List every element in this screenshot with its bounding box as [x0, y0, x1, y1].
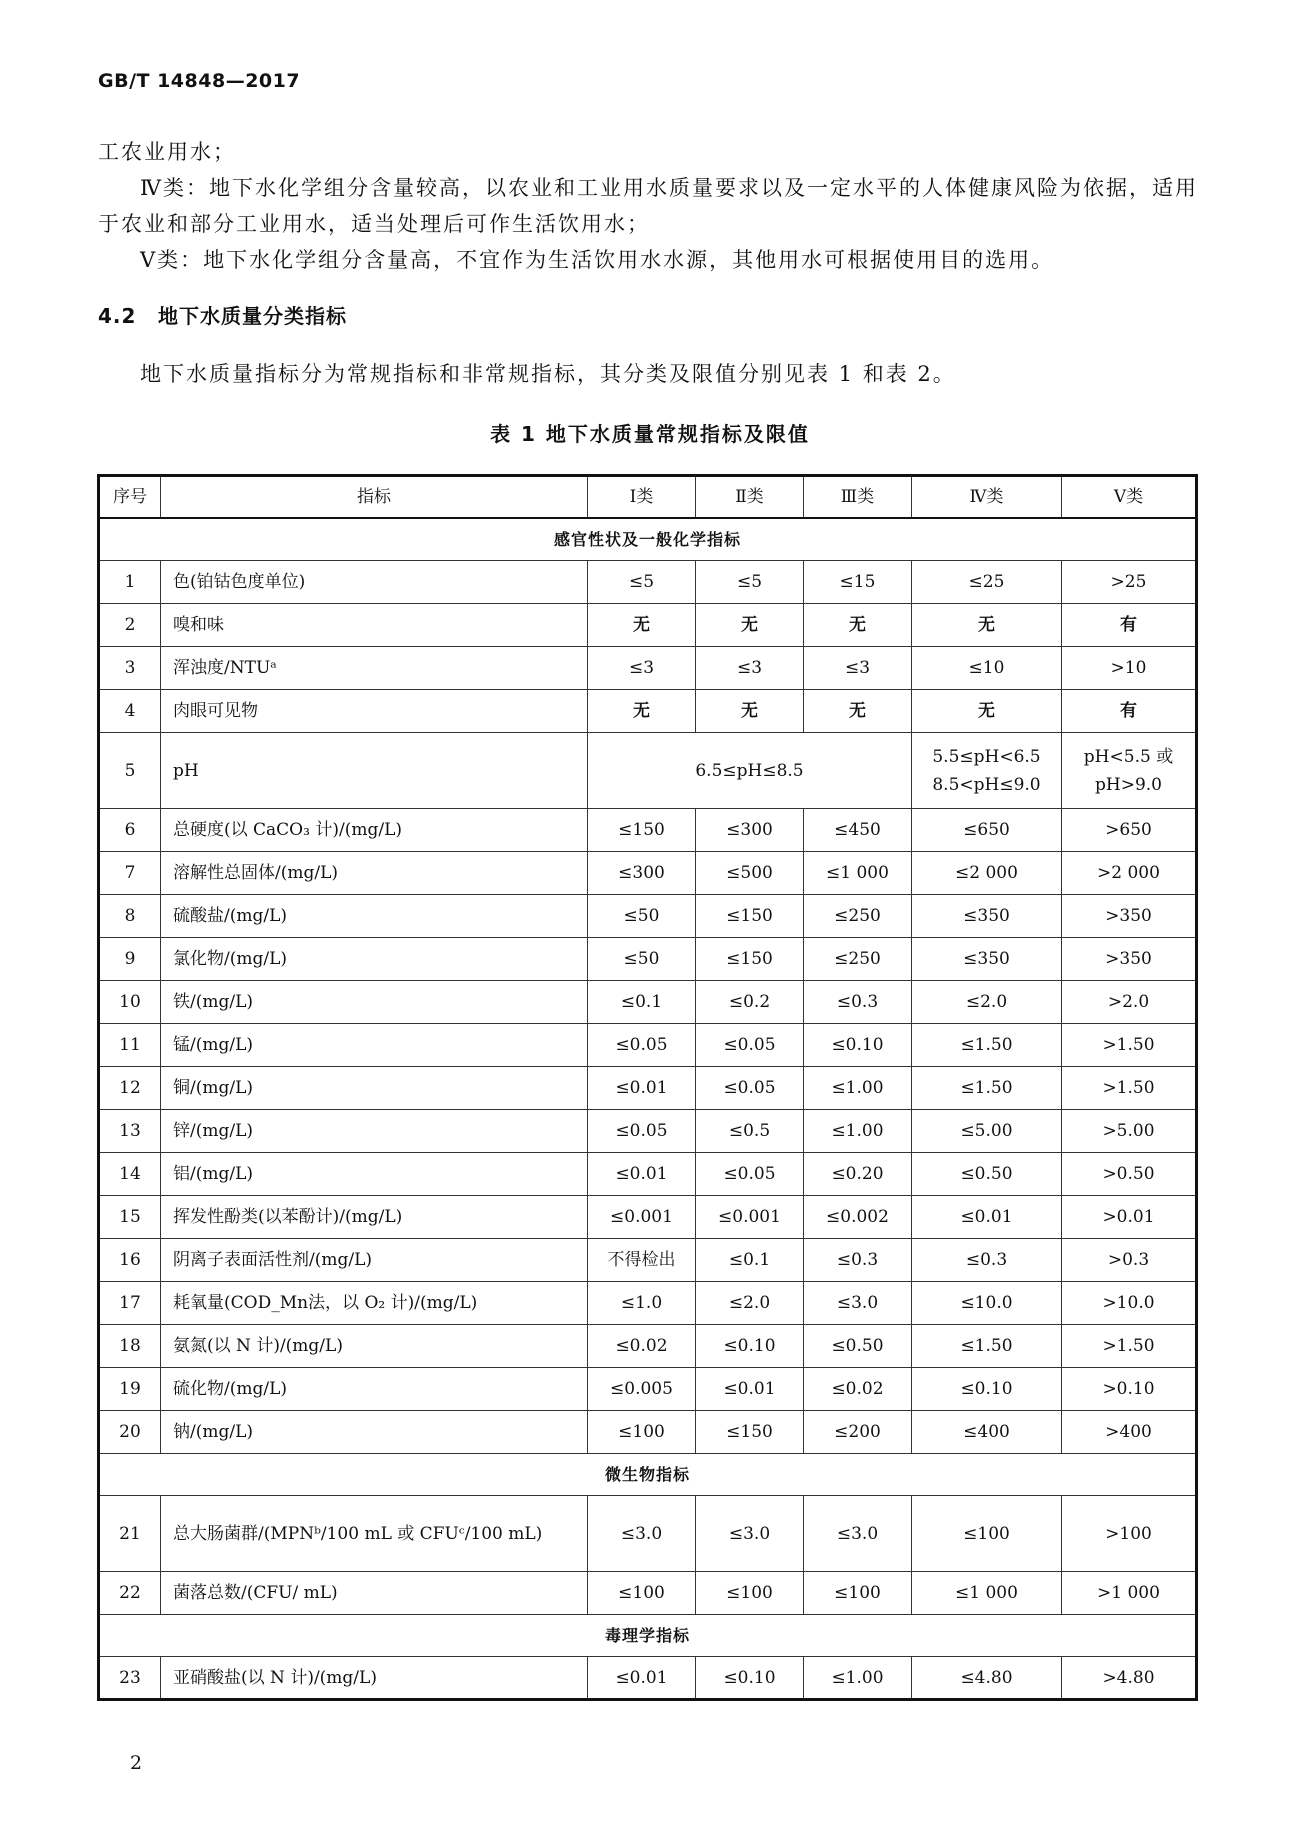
row-limit-cell: ≤5.00 — [912, 1110, 1062, 1153]
row-seq-cell: 9 — [99, 938, 161, 981]
row-limit-cell: ≤2.0 — [912, 981, 1062, 1024]
row-indicator-cell: 耗氧量(COD_Mn法，以 O₂ 计)/(mg/L) — [161, 1282, 588, 1325]
row-seq-cell: 6 — [99, 809, 161, 852]
row-limit-cell: >400 — [1062, 1411, 1197, 1454]
water-quality-table — [97, 474, 1198, 1701]
row-limit-cell: >1 000 — [1062, 1572, 1197, 1615]
table-row — [99, 1067, 1197, 1110]
row-limit-cell: 无 — [804, 690, 912, 733]
row-seq-cell: 11 — [99, 1024, 161, 1067]
row-limit-cell: 无 — [804, 604, 912, 647]
row-limit-cell: ≤2.0 — [696, 1282, 804, 1325]
row-limit-cell: >0.3 — [1062, 1239, 1197, 1282]
table-row — [99, 1196, 1197, 1239]
table-row — [99, 895, 1197, 938]
row-limit-cell: ≤150 — [588, 809, 696, 852]
row-limit-cell: ≤0.3 — [804, 981, 912, 1024]
row-seq-cell: 3 — [99, 647, 161, 690]
row-limit-cell: ≤50 — [588, 895, 696, 938]
row-limit-cell: ≤3.0 — [804, 1282, 912, 1325]
row-indicator-cell: 钠/(mg/L) — [161, 1411, 588, 1454]
row-limit-cell: ≤650 — [912, 809, 1062, 852]
table-section-row — [99, 1615, 1197, 1657]
section-heading — [98, 300, 347, 329]
row-limit-cell: ≤100 — [588, 1411, 696, 1454]
row-seq-cell: 15 — [99, 1196, 161, 1239]
row-seq-cell: 19 — [99, 1368, 161, 1411]
section-title-cell: 感官性状及一般化学指标 — [99, 518, 1197, 561]
row-limit-cell: 无 — [696, 604, 804, 647]
row-limit-cell: ≤50 — [588, 938, 696, 981]
row-limit-cell: ≤0.02 — [588, 1325, 696, 1368]
row-limit-cell: ≤0.5 — [696, 1110, 804, 1153]
table-row — [99, 1411, 1197, 1454]
row-limit-cell: ≤0.05 — [588, 1110, 696, 1153]
row-limit-cell: ≤1.0 — [588, 1282, 696, 1325]
row-limit-cell: ≤0.02 — [804, 1368, 912, 1411]
row-limit-cell: ≤0.001 — [696, 1196, 804, 1239]
section-title-cell: 微生物指标 — [99, 1454, 1197, 1496]
row-limit-cell: 无 — [588, 690, 696, 733]
row-limit-cell: 无 — [912, 604, 1062, 647]
row-seq-cell: 21 — [99, 1496, 161, 1572]
row-limit-cell: ≤0.1 — [588, 981, 696, 1024]
row-indicator-cell: 总大肠菌群/(MPNᵇ/100 mL 或 CFUᶜ/100 mL) — [161, 1496, 588, 1572]
row-seq-cell: 4 — [99, 690, 161, 733]
row-indicator-cell: 亚硝酸盐(以 N 计)/(mg/L) — [161, 1657, 588, 1700]
row-indicator-cell: 溶解性总固体/(mg/L) — [161, 852, 588, 895]
row-limit-cell: ≤150 — [696, 895, 804, 938]
intro-text: 地下水质量指标分为常规指标和非常规指标，其分类及限值分别见表 1 和表 2。 — [140, 362, 956, 386]
table-row — [99, 1496, 1197, 1572]
table-row — [99, 1325, 1197, 1368]
row-limit-cell: >650 — [1062, 809, 1197, 852]
table-row — [99, 981, 1197, 1024]
row-limit-cell: ≤1.50 — [912, 1024, 1062, 1067]
row-indicator-cell: 氯化物/(mg/L) — [161, 938, 588, 981]
row-indicator-cell: 铜/(mg/L) — [161, 1067, 588, 1110]
row-limit-cell: ≤0.10 — [804, 1024, 912, 1067]
header-cell-class-1: Ⅰ类 — [588, 476, 696, 519]
row-limit-cell: ≤1.50 — [912, 1067, 1062, 1110]
row-limit-cell: ≤15 — [804, 561, 912, 604]
row-limit-cell: ≤3.0 — [696, 1496, 804, 1572]
row-indicator-cell: pH — [161, 733, 588, 809]
row-limit-cell: >2.0 — [1062, 981, 1197, 1024]
table-section-row — [99, 1454, 1197, 1496]
page-number: 2 — [130, 1752, 143, 1774]
row-limit-cell: ≤100 — [804, 1572, 912, 1615]
row-limit-cell: ≤0.01 — [912, 1196, 1062, 1239]
row-limit-cell: >25 — [1062, 561, 1197, 604]
row-limit-cell: ≤100 — [588, 1572, 696, 1615]
row-indicator-cell: 肉眼可见物 — [161, 690, 588, 733]
row-limit-cell: >10.0 — [1062, 1282, 1197, 1325]
table-header-row — [99, 476, 1197, 519]
row-seq-cell: 18 — [99, 1325, 161, 1368]
row-limit-cell: ≤0.1 — [696, 1239, 804, 1282]
row-limit-cell: ≤200 — [804, 1411, 912, 1454]
row-limit-cell: 不得检出 — [588, 1239, 696, 1282]
row-limit-cell: >4.80 — [1062, 1657, 1197, 1700]
row-limit-cell: ≤1.00 — [804, 1110, 912, 1153]
row-limit-cell: ≤3 — [804, 647, 912, 690]
row-limit-cell: ≤0.05 — [696, 1024, 804, 1067]
table-row — [99, 1239, 1197, 1282]
header-cell-seq: 序号 — [99, 476, 161, 519]
row-limit-cell: ≤0.005 — [588, 1368, 696, 1411]
section-number: 4.2 — [98, 304, 137, 328]
row-indicator-cell: 阴离子表面活性剂/(mg/L) — [161, 1239, 588, 1282]
row-limit-cell: ≤0.05 — [588, 1024, 696, 1067]
row-limit-cell: ≤1.00 — [804, 1657, 912, 1700]
row-limit-cell: ≤3 — [696, 647, 804, 690]
row-indicator-cell: 锰/(mg/L) — [161, 1024, 588, 1067]
table-section-row — [99, 518, 1197, 561]
table-row — [99, 1153, 1197, 1196]
row-limit-cell: 无 — [588, 604, 696, 647]
row-indicator-cell: 铁/(mg/L) — [161, 981, 588, 1024]
table-row — [99, 561, 1197, 604]
row-limit-cell: ≤450 — [804, 809, 912, 852]
table-row — [99, 1024, 1197, 1067]
row-seq-cell: 2 — [99, 604, 161, 647]
row-limit-cell: ≤0.01 — [696, 1368, 804, 1411]
row-indicator-cell: 铝/(mg/L) — [161, 1153, 588, 1196]
row-limit-cell: >1.50 — [1062, 1024, 1197, 1067]
row-limit-cell: ≤0.10 — [912, 1368, 1062, 1411]
row-limit-cell: ≤0.01 — [588, 1153, 696, 1196]
row-limit-cell: ≤3 — [588, 647, 696, 690]
row-seq-cell: 17 — [99, 1282, 161, 1325]
header-cell-indicator: 指标 — [161, 476, 588, 519]
table-row — [99, 852, 1197, 895]
row-limit-cell: 5.5≤pH<6.5 8.5<pH≤9.0 — [912, 733, 1062, 809]
table-row — [99, 1110, 1197, 1153]
row-limit-cell: ≤300 — [588, 852, 696, 895]
row-indicator-cell: 硫酸盐/(mg/L) — [161, 895, 588, 938]
body-paragraph-class-v: Ⅴ类：地下水化学组分含量高，不宜作为生活饮用水水源，其他用水可根据使用目的选用。 — [140, 248, 1055, 272]
table-row — [99, 809, 1197, 852]
row-limit-cell: ≤0.10 — [696, 1325, 804, 1368]
header-cell-class-4: Ⅳ类 — [912, 476, 1062, 519]
row-limit-cell: ≤0.10 — [696, 1657, 804, 1700]
row-limit-cell: >350 — [1062, 895, 1197, 938]
row-limit-cell: ≤150 — [696, 938, 804, 981]
row-limit-cell: >1.50 — [1062, 1325, 1197, 1368]
row-limit-cell: ≤0.2 — [696, 981, 804, 1024]
row-seq-cell: 16 — [99, 1239, 161, 1282]
row-indicator-cell: 菌落总数/(CFU/ mL) — [161, 1572, 588, 1615]
row-limit-cell: >0.01 — [1062, 1196, 1197, 1239]
row-limit-cell: ≤0.3 — [804, 1239, 912, 1282]
row-limit-cell: pH<5.5 或 pH>9.0 — [1062, 733, 1197, 809]
row-limit-cell: ≤0.01 — [588, 1067, 696, 1110]
row-limit-cell: ≤0.01 — [588, 1657, 696, 1700]
row-seq-cell: 23 — [99, 1657, 161, 1700]
row-limit-cell: ≤100 — [696, 1572, 804, 1615]
row-indicator-cell: 浑浊度/NTUᵃ — [161, 647, 588, 690]
table-row — [99, 690, 1197, 733]
header-cell-class-5: Ⅴ类 — [1062, 476, 1197, 519]
row-limit-cell: ≤500 — [696, 852, 804, 895]
row-limit-cell: ≤250 — [804, 938, 912, 981]
row-limit-cell: >1.50 — [1062, 1067, 1197, 1110]
table-row — [99, 604, 1197, 647]
body-line-1: 工农业用水； — [98, 140, 236, 164]
row-limit-cell: >0.10 — [1062, 1368, 1197, 1411]
row-limit-cell: ≤4.80 — [912, 1657, 1062, 1700]
table-row — [99, 938, 1197, 981]
row-limit-cell: >2 000 — [1062, 852, 1197, 895]
row-limit-cell: ≤250 — [804, 895, 912, 938]
row-seq-cell: 20 — [99, 1411, 161, 1454]
row-limit-cell: ≤1 000 — [912, 1572, 1062, 1615]
row-indicator-cell: 挥发性酚类(以苯酚计)/(mg/L) — [161, 1196, 588, 1239]
row-limit-cell: ≤350 — [912, 938, 1062, 981]
row-limit-cell: >10 — [1062, 647, 1197, 690]
row-limit-cell: >0.50 — [1062, 1153, 1197, 1196]
row-limit-cell: ≤10 — [912, 647, 1062, 690]
table-row — [99, 647, 1197, 690]
row-limit-cell: ≤5 — [588, 561, 696, 604]
row-limit-cell: >350 — [1062, 938, 1197, 981]
row-limit-cell: ≤350 — [912, 895, 1062, 938]
row-indicator-cell: 总硬度(以 CaCO₃ 计)/(mg/L) — [161, 809, 588, 852]
standard-code: GB/T 14848—2017 — [98, 70, 301, 92]
row-indicator-cell: 氨氮(以 N 计)/(mg/L) — [161, 1325, 588, 1368]
row-indicator-cell: 嗅和味 — [161, 604, 588, 647]
row-limit-cell: >100 — [1062, 1496, 1197, 1572]
section-title-cell: 毒理学指标 — [99, 1615, 1197, 1657]
row-limit-cell: ≤0.001 — [588, 1196, 696, 1239]
body-paragraph-class-iv: Ⅳ类：地下水化学组分含量较高，以农业和工业用水质量要求以及一定水平的人体健康风险为依据，适用于农业和部分工业用水，适当处理后可作生活饮用水； — [98, 176, 1198, 236]
row-seq-cell: 13 — [99, 1110, 161, 1153]
row-limit-cell: ≤1.00 — [804, 1067, 912, 1110]
row-limit-cell: 无 — [912, 690, 1062, 733]
row-seq-cell: 12 — [99, 1067, 161, 1110]
table-row — [99, 733, 1197, 809]
table-row — [99, 1572, 1197, 1615]
row-limit-cell: ≤1.50 — [912, 1325, 1062, 1368]
table-body — [99, 518, 1197, 1700]
row-limit-cell: >5.00 — [1062, 1110, 1197, 1153]
row-limit-cell: ≤1 000 — [804, 852, 912, 895]
row-limit-cell: ≤100 — [912, 1496, 1062, 1572]
row-seq-cell: 7 — [99, 852, 161, 895]
header-cell-class-2: Ⅱ类 — [696, 476, 804, 519]
row-seq-cell: 10 — [99, 981, 161, 1024]
table-row — [99, 1282, 1197, 1325]
row-limit-cell: ≤0.3 — [912, 1239, 1062, 1282]
header-cell-class-3: Ⅲ类 — [804, 476, 912, 519]
row-limit-cell: 有 — [1062, 604, 1197, 647]
row-limit-cell: ≤25 — [912, 561, 1062, 604]
row-limit-cell: ≤0.002 — [804, 1196, 912, 1239]
row-limit-cell: 有 — [1062, 690, 1197, 733]
table-row — [99, 1657, 1197, 1700]
row-limit-cell: ≤3.0 — [588, 1496, 696, 1572]
row-limit-cell: ≤300 — [696, 809, 804, 852]
row-limit-cell: 无 — [696, 690, 804, 733]
row-limit-cell: ≤400 — [912, 1411, 1062, 1454]
row-indicator-cell: 色(铂钴色度单位) — [161, 561, 588, 604]
row-limit-cell: ≤150 — [696, 1411, 804, 1454]
row-limit-cell: ≤0.05 — [696, 1153, 804, 1196]
table-row — [99, 1368, 1197, 1411]
row-limit-cell: 6.5≤pH≤8.5 — [588, 733, 912, 809]
row-limit-cell: ≤5 — [696, 561, 804, 604]
row-limit-cell: ≤0.50 — [912, 1153, 1062, 1196]
row-seq-cell: 22 — [99, 1572, 161, 1615]
row-limit-cell: ≤2 000 — [912, 852, 1062, 895]
row-seq-cell: 14 — [99, 1153, 161, 1196]
section-title: 地下水质量分类指标 — [158, 304, 347, 328]
table-caption: 表 1 地下水质量常规指标及限值 — [490, 422, 810, 446]
row-limit-cell: ≤3.0 — [804, 1496, 912, 1572]
row-seq-cell: 8 — [99, 895, 161, 938]
row-limit-cell: ≤0.05 — [696, 1067, 804, 1110]
row-limit-cell: ≤10.0 — [912, 1282, 1062, 1325]
row-limit-cell: ≤0.20 — [804, 1153, 912, 1196]
row-indicator-cell: 锌/(mg/L) — [161, 1110, 588, 1153]
row-seq-cell: 1 — [99, 561, 161, 604]
row-limit-cell: ≤0.50 — [804, 1325, 912, 1368]
row-indicator-cell: 硫化物/(mg/L) — [161, 1368, 588, 1411]
row-seq-cell: 5 — [99, 733, 161, 809]
